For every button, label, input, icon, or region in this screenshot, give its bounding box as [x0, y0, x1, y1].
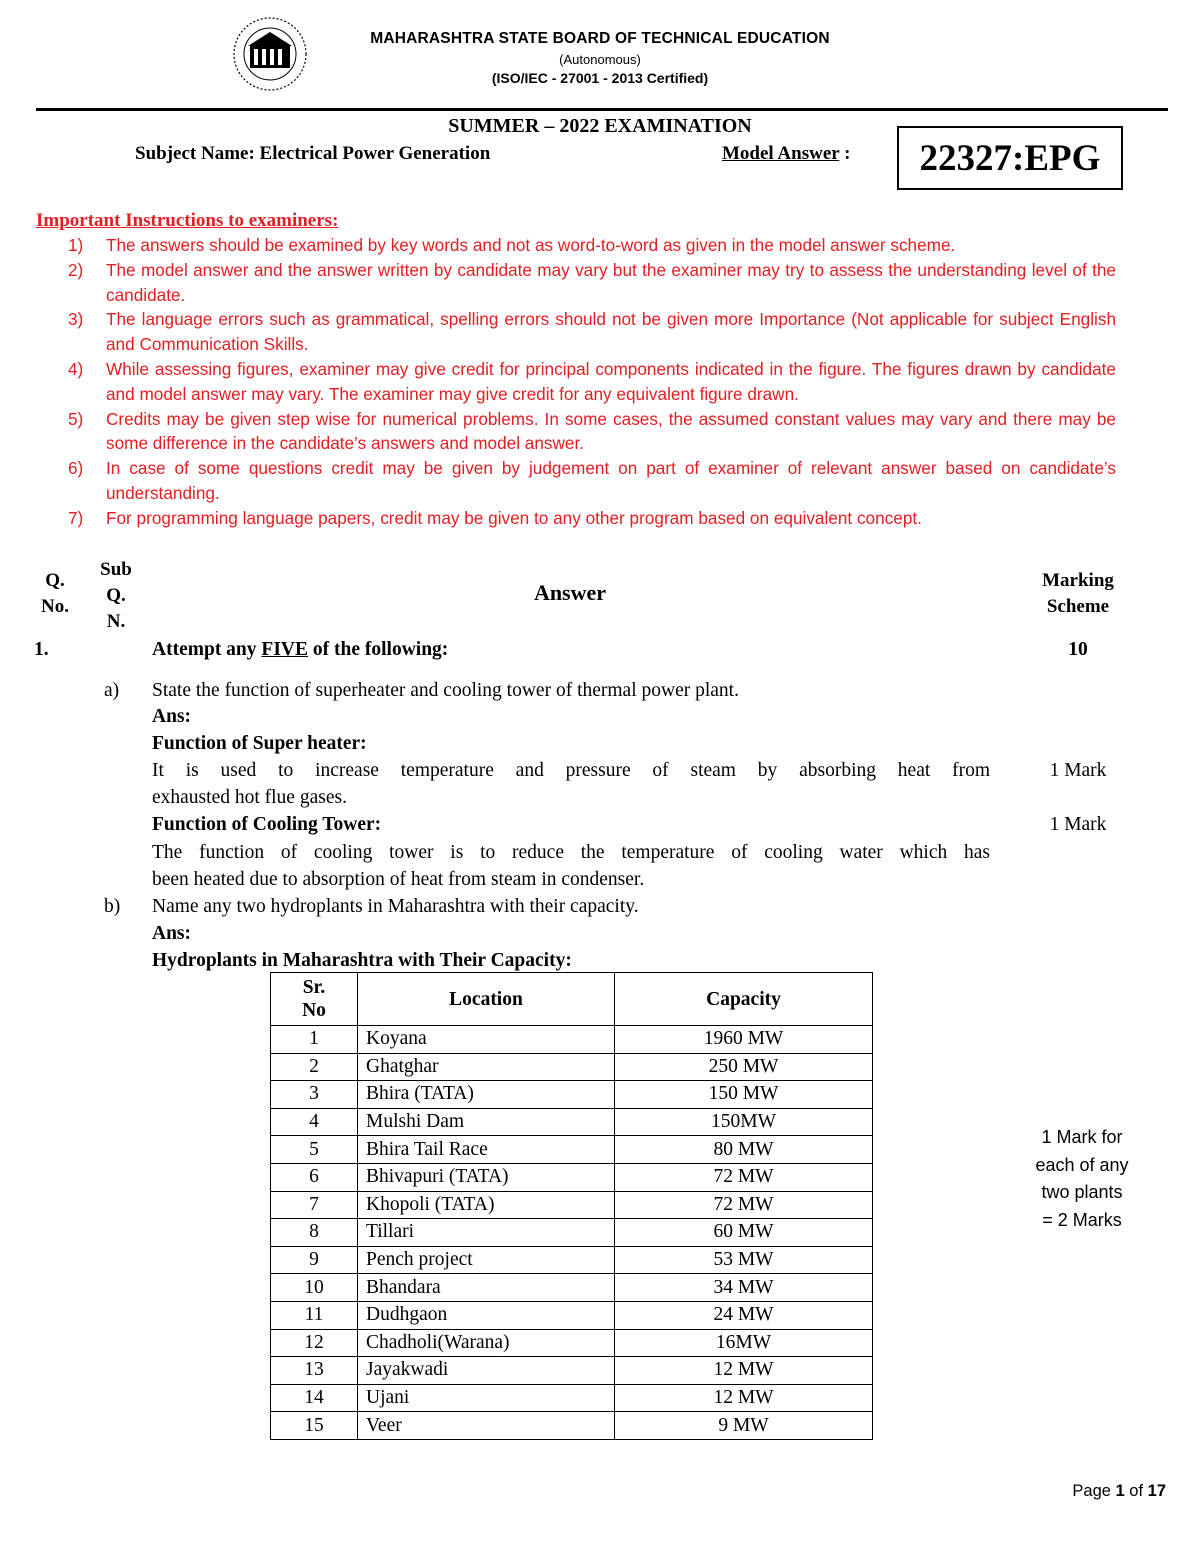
- instruction-item: 6) In case of some questions credit may be given by judgement on part of examiner of relevant answer based on candidate’s understanding.: [68, 458, 1116, 503]
- table-row: 6 Bhivapuri (TATA) 72 MW: [271, 1163, 873, 1191]
- marking-note: 1 Mark for each of any two plants = 2 Marks: [1035, 1127, 1129, 1230]
- ans-label: Ans:: [152, 923, 192, 944]
- exam-title: SUMMER – 2022 EXAMINATION: [448, 115, 752, 137]
- model-answer-label: Model Answer :: [722, 143, 851, 164]
- answer-text: been heated due to absorption of heat from steam in condenser.: [152, 869, 645, 890]
- col-header-answer: Answer: [533, 580, 607, 605]
- subq-question: Name any two hydroplants in Maharashtra with their capacity.: [152, 896, 639, 917]
- instruction-item: 1) The answers should be examined by key words and not as word-to-word as given in the model answer scheme.: [68, 235, 956, 255]
- question-instruction: Attempt any FIVE of the following:: [152, 639, 449, 660]
- table-row: 1 Koyana 1960 MW: [271, 1026, 873, 1054]
- table-row: 11 Dudhgaon 24 MW: [271, 1301, 873, 1329]
- table-row: 8 Tillari 60 MW: [271, 1219, 873, 1247]
- table-row: 7 Khopoli (TATA) 72 MW: [271, 1191, 873, 1219]
- answer-heading: Function of Cooling Tower:: [152, 814, 382, 835]
- subq-question: State the function of superheater and cooling tower of thermal power plant.: [152, 680, 739, 701]
- subject-name: Subject Name: Electrical Power Generation: [135, 143, 491, 164]
- mark-label: 1 Mark: [1049, 814, 1107, 835]
- col-sr-no: Sr. No: [271, 973, 358, 1026]
- col-header-q-no: Q. No.: [41, 570, 69, 617]
- table-row: 4 Mulshi Dam 150MW: [271, 1108, 873, 1136]
- question-marks: 10: [1068, 639, 1088, 660]
- subq-label: a): [104, 680, 120, 701]
- col-location: Location: [358, 973, 615, 1026]
- ans-label: Ans:: [152, 706, 192, 727]
- table-row: 12 Chadholi(Warana) 16MW: [271, 1329, 873, 1357]
- table-row: 13 Jayakwadi 12 MW: [271, 1357, 873, 1385]
- table-row: 9 Pench project 53 MW: [271, 1246, 873, 1274]
- subject-code-box: 22327:EPG: [897, 126, 1123, 190]
- mark-label: 1 Mark: [1049, 760, 1107, 781]
- col-capacity: Capacity: [615, 973, 873, 1026]
- instruction-item: 5) Credits may be given step wise for numerical problems. In some cases, the assumed constant values may vary and there may be some difference in the candidate’s answers and model answer.: [68, 408, 1116, 454]
- table-header-row: [271, 973, 873, 1026]
- answer-text: The function of cooling tower is to reduce the temperature of cooling water which has: [152, 842, 990, 863]
- header-divider: [36, 108, 1168, 111]
- table-row: 2 Ghatghar 250 MW: [271, 1053, 873, 1081]
- table-row: 3 Bhira (TATA) 150 MW: [271, 1081, 873, 1109]
- answer-text: exhausted hot flue gases.: [152, 787, 347, 808]
- table-row: 15 Veer 9 MW: [271, 1412, 873, 1440]
- page-number: Page 1 of 17: [1072, 1482, 1166, 1500]
- iso-certification: (ISO/IEC - 27001 - 2013 Certified): [491, 70, 709, 86]
- instructions-title: Important Instructions to examiners:: [36, 210, 339, 231]
- instruction-item: 2) The model answer and the answer written by candidate may vary but the examiner may try to assess the understanding level of the candidate.: [68, 259, 1116, 305]
- answer-heading: Function of Super heater:: [152, 733, 367, 754]
- instruction-item: 3) The language errors such as grammatical, spelling errors should not be given more Importance (Not applicable for subject English and Communication Skills.: [68, 309, 1116, 355]
- msbte-logo: [232, 16, 308, 92]
- col-header-sub-q: Sub Q. N.: [100, 559, 132, 632]
- instruction-item: 7) For programming language papers, credit may be given to any other program based on equivalent concept.: [68, 507, 922, 528]
- table-row: 5 Bhira Tail Race 80 MW: [271, 1136, 873, 1164]
- answer-text: It is used to increase temperature and pressure of steam by absorbing heat from: [152, 760, 990, 781]
- subq-label: b): [104, 896, 121, 917]
- board-name: MAHARASHTRA STATE BOARD OF TECHNICAL EDUCATION: [370, 30, 830, 47]
- col-header-marking: Marking Scheme: [1042, 570, 1114, 617]
- hydroplants-table: [270, 972, 873, 1440]
- table-row: 10 Bhandara 34 MW: [271, 1274, 873, 1302]
- examiner-instructions: [36, 210, 1116, 531]
- answer-heading: Hydroplants in Maharashtra with Their Capacity:: [152, 950, 572, 971]
- autonomous-label: (Autonomous): [559, 52, 641, 67]
- table-row: 14 Ujani 12 MW: [271, 1384, 873, 1412]
- instruction-item: 4) While assessing figures, examiner may give credit for principal components indicated in the figure. The figures drawn by candidate and model answer may vary. The examiner may give credit for any equivalent figure drawn.: [68, 358, 1116, 404]
- question-number: 1.: [34, 639, 49, 660]
